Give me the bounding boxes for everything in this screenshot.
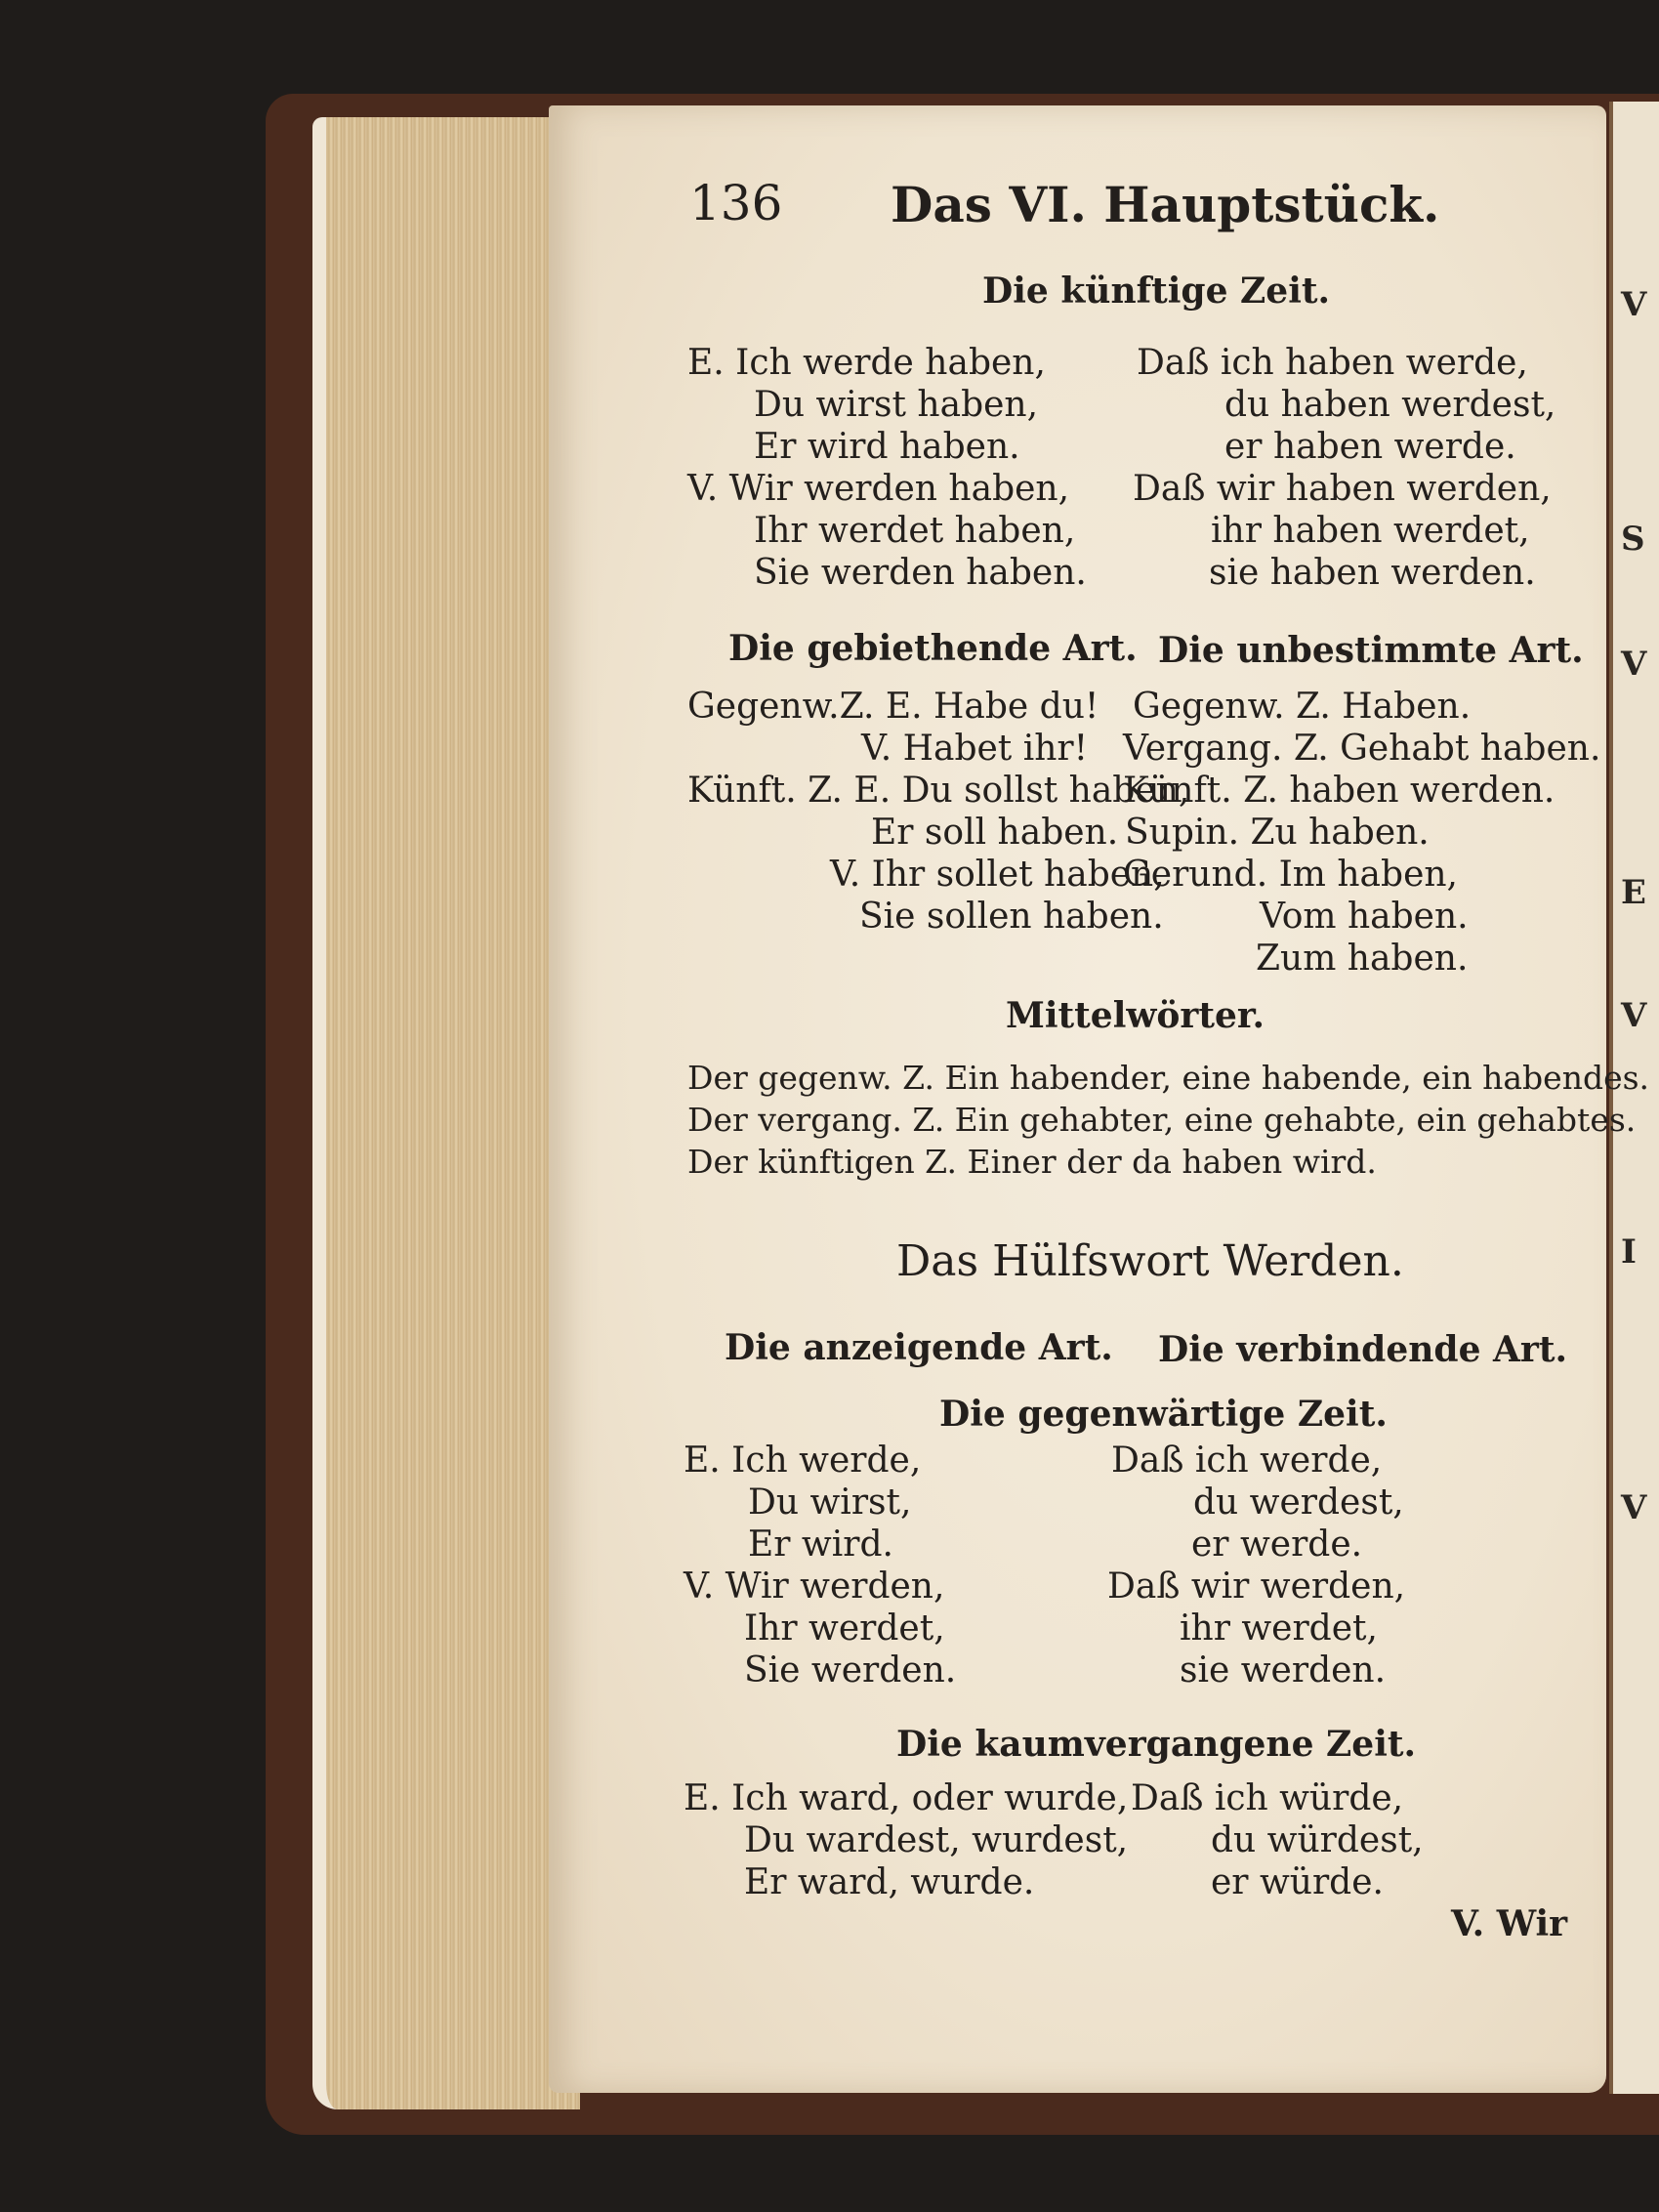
text-line: V. Wir werden haben, bbox=[687, 469, 1070, 509]
text-line: Daß wir werden, bbox=[1107, 1566, 1406, 1607]
text-line: V. Ihr sollet haben, bbox=[830, 855, 1165, 895]
text-line: Daß ich würde, bbox=[1131, 1778, 1404, 1818]
section-heading: Die gegenwärtige Zeit. bbox=[939, 1394, 1388, 1435]
text-line: V. Wir werden, bbox=[684, 1566, 945, 1607]
section-heading: Die kaumvergangene Zeit. bbox=[896, 1724, 1417, 1765]
section-heading: Die künftige Zeit. bbox=[982, 271, 1331, 312]
text-line: Der künftigen Z. Einer der da haben wird. bbox=[687, 1143, 1377, 1181]
text-line: ihr werdet, bbox=[1180, 1608, 1378, 1649]
section-heading: Mittelwörter. bbox=[1006, 995, 1265, 1036]
margin-letter: E bbox=[1621, 873, 1646, 912]
text-line: Der gegenw. Z. Ein habender, eine habende, ein habendes. bbox=[687, 1059, 1650, 1097]
text-line: sie haben werden. bbox=[1209, 553, 1536, 593]
text-line: Er wird haben. bbox=[754, 427, 1020, 467]
section-heading: Die verbindende Art. bbox=[1158, 1329, 1568, 1370]
margin-letter: V bbox=[1621, 645, 1647, 684]
text-line: du werdest, bbox=[1193, 1482, 1404, 1523]
catchword: V. Wir bbox=[1451, 1903, 1568, 1944]
text-line: sie werden. bbox=[1180, 1650, 1387, 1690]
text-line: Du wardest, wurdest, bbox=[744, 1820, 1129, 1860]
text-line: E. Ich werde haben, bbox=[687, 343, 1046, 383]
text-line: V. Habet ihr! bbox=[861, 729, 1089, 769]
margin-letter: V bbox=[1621, 285, 1647, 324]
text-line: du würdest, bbox=[1211, 1820, 1424, 1860]
text-line: Vergang. Z. Gehabt haben. bbox=[1123, 729, 1601, 769]
text-line: Der vergang. Z. Ein gehabter, eine gehabte, ein gehabtes. bbox=[687, 1101, 1637, 1139]
text-line: Er soll haben. bbox=[871, 813, 1119, 853]
page-number: 136 bbox=[689, 175, 783, 231]
margin-letter: V bbox=[1621, 996, 1647, 1035]
text-line: Gegenw.Z. E. Habe du! bbox=[687, 687, 1099, 727]
text-line: du haben werdest, bbox=[1224, 385, 1556, 425]
text-line: Er wird. bbox=[748, 1524, 893, 1565]
section-heading: Die unbestimmte Art. bbox=[1158, 630, 1584, 671]
text-line: Du wirst, bbox=[748, 1482, 912, 1523]
text-line: Sie werden haben. bbox=[754, 553, 1087, 593]
section-heading: Die anzeigende Art. bbox=[725, 1327, 1113, 1368]
text-line: er werde. bbox=[1191, 1524, 1363, 1565]
text-line: E. Ich werde, bbox=[684, 1440, 922, 1481]
text-line: E. Ich ward, oder wurde, bbox=[684, 1778, 1129, 1818]
text-line: Künft. Z. haben werden. bbox=[1123, 771, 1555, 811]
section-heading: Die gebiethende Art. bbox=[728, 628, 1138, 669]
margin-letter: I bbox=[1621, 1232, 1637, 1272]
text-line: Gegenw. Z. Haben. bbox=[1133, 687, 1472, 727]
text-line: Er ward, wurde. bbox=[744, 1862, 1035, 1902]
text-line: ihr haben werdet, bbox=[1211, 511, 1530, 551]
section-title: Das Hülfswort Werden. bbox=[896, 1236, 1404, 1286]
text-line: Sie sollen haben. bbox=[859, 897, 1164, 937]
margin-letter: S bbox=[1621, 520, 1645, 559]
text-line: Ihr werdet, bbox=[744, 1608, 945, 1649]
text-line: Zum haben. bbox=[1256, 939, 1469, 979]
page-title: Das VI. Hauptstück. bbox=[891, 176, 1440, 233]
text-line: Gerund. Im haben, bbox=[1123, 855, 1459, 895]
text-line: Künft. Z. E. Du sollst haben, bbox=[687, 771, 1190, 811]
text-line: Vom haben. bbox=[1260, 897, 1469, 937]
margin-letter: V bbox=[1621, 1488, 1647, 1527]
text-line: Ihr werdet haben, bbox=[754, 511, 1076, 551]
text-line: Du wirst haben, bbox=[754, 385, 1039, 425]
page-edges bbox=[312, 117, 580, 2109]
text-line: er würde. bbox=[1211, 1862, 1384, 1902]
text-line: Sie werden. bbox=[744, 1650, 957, 1690]
text-line: Daß wir haben werden, bbox=[1133, 469, 1552, 509]
next-page-edge bbox=[1609, 102, 1659, 2094]
text-line: Daß ich haben werde, bbox=[1137, 343, 1528, 383]
text-line: Daß ich werde, bbox=[1111, 1440, 1383, 1481]
text-line: er haben werde. bbox=[1224, 427, 1516, 467]
text-line: Supin. Zu haben. bbox=[1125, 813, 1430, 853]
